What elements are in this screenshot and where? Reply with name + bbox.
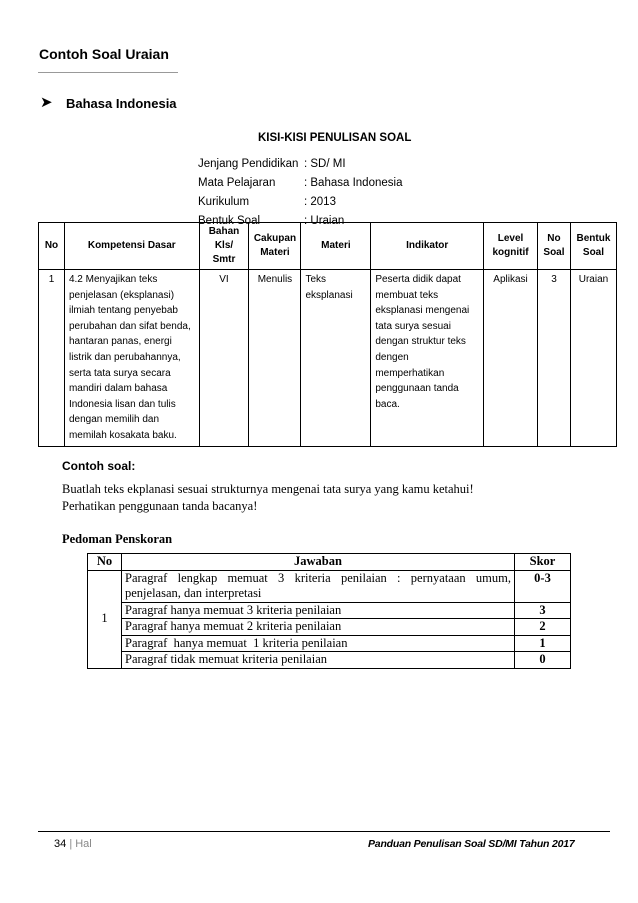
meta-value: : 2013 xyxy=(304,196,336,208)
header-materi: Materi xyxy=(301,223,371,270)
cell-no: 1 xyxy=(88,570,122,668)
jawaban-line: Paragraf lengkap memuat 3 kriteria penilaian : pernyataan umum, xyxy=(125,570,511,585)
meta-row-kurikulum xyxy=(198,193,402,212)
header-bahan: Bahan Kls/ Smtr xyxy=(199,223,249,270)
cell-indikator: Peserta didik dapat membuat teks eksplanasi mengenai tata surya sesuai dengan struktur teks dengen memperhatikan penggunaan tanda baca. xyxy=(371,270,484,447)
header-no-soal: No Soal xyxy=(537,223,570,270)
contoh-soal-label: Contoh soal: xyxy=(62,459,136,473)
cell-materi: Teks eksplanasi xyxy=(301,270,371,447)
cell-kompetensi-dasar: 4.2 Menyajikan teks penjelasan (eksplanasi) ilmiah tentang penyebab perubahan dan sifat benda, hantaran panas, energi listrik dan perubahannya, serta tata surya secara mandiri dalam bahasa Indonesia lisan dan tulis dengan memilih dan memilah kosakata baku. xyxy=(64,270,199,447)
cell-skor: 2 xyxy=(515,619,571,636)
cell-jawaban xyxy=(122,570,515,602)
cell-bahan: VI xyxy=(199,270,249,447)
header-skor: Skor xyxy=(515,554,571,571)
meta-label: Bentuk Soal xyxy=(198,215,261,227)
header-cakupan: Cakupan Materi xyxy=(249,223,301,270)
jawaban-line: penjelasan, dan interpretasi xyxy=(125,586,262,600)
table-header-row xyxy=(39,223,617,270)
table-row xyxy=(39,270,617,447)
cell-skor: 3 xyxy=(515,602,571,619)
meta-label: Jenjang Pendidikan xyxy=(198,158,299,170)
header-bentuk: Bentuk Soal xyxy=(570,223,616,270)
cell-jawaban: Paragraf tidak memuat kriteria penilaian xyxy=(122,652,515,669)
header-kompetensi-dasar: Kompetensi Dasar xyxy=(64,223,199,270)
kisi-kisi-table xyxy=(38,222,617,447)
header-level: Level kognitif xyxy=(484,223,538,270)
footer-page-number xyxy=(54,838,92,850)
footer-hal: Hal xyxy=(75,838,92,850)
page-number: 34 xyxy=(54,838,67,850)
kisi-meta xyxy=(198,155,402,231)
header-no: No xyxy=(39,223,65,270)
cell-jawaban: Paragraf hanya memuat 2 kriteria penilaian xyxy=(122,619,515,636)
scoring-header-row xyxy=(88,554,571,571)
header-indikator: Indikator xyxy=(371,223,484,270)
pedoman-title: Pedoman Penskoran xyxy=(62,532,173,546)
footer-separator: | xyxy=(69,838,73,850)
title-underline xyxy=(38,72,178,73)
meta-label: Mata Pelajaran xyxy=(198,177,276,189)
kisi-kisi-title: KISI-KISI PENULISAN SOAL xyxy=(258,132,412,144)
scoring-table xyxy=(87,553,571,669)
contoh-soal-text xyxy=(62,481,474,515)
subject-heading: Bahasa Indonesia xyxy=(66,96,177,111)
cell-skor: 0 xyxy=(515,652,571,669)
header-jawaban: Jawaban xyxy=(122,554,515,571)
footer-book-title: Panduan Penulisan Soal SD/MI Tahun 2017 xyxy=(368,838,575,850)
question-line: Perhatikan penggunaan tanda bacanya! xyxy=(62,499,258,513)
cell-no: 1 xyxy=(39,270,65,447)
cell-skor: 1 xyxy=(515,635,571,652)
cell-jawaban: Paragraf hanya memuat 3 kriteria penilaian xyxy=(122,602,515,619)
cell-no-soal: 3 xyxy=(537,270,570,447)
arrow-bullet-icon: ➤ xyxy=(40,94,53,111)
cell-skor: 0-3 xyxy=(515,570,571,602)
page-title: Contoh Soal Uraian xyxy=(39,46,169,62)
meta-value: : Uraian xyxy=(304,215,345,227)
table-row xyxy=(88,619,571,636)
meta-row-mapel xyxy=(198,174,402,193)
table-row xyxy=(88,602,571,619)
table-row xyxy=(88,570,571,602)
meta-value: : SD/ MI xyxy=(304,158,346,170)
header-no: No xyxy=(88,554,122,571)
meta-row-jenjang xyxy=(198,155,402,174)
cell-jawaban: Paragraf hanya memuat 1 kriteria penilaian xyxy=(122,635,515,652)
meta-value: : Bahasa Indonesia xyxy=(304,177,403,189)
footer-divider xyxy=(38,831,610,832)
meta-label: Kurikulum xyxy=(198,196,250,208)
cell-cakupan: Menulis xyxy=(249,270,301,447)
cell-level: Aplikasi xyxy=(484,270,538,447)
cell-bentuk: Uraian xyxy=(570,270,616,447)
table-row xyxy=(88,635,571,652)
question-line: Buatlah teks ekplanasi sesuai strukturnya mengenai tata surya yang kamu ketahui! xyxy=(62,482,474,496)
table-row xyxy=(88,652,571,669)
